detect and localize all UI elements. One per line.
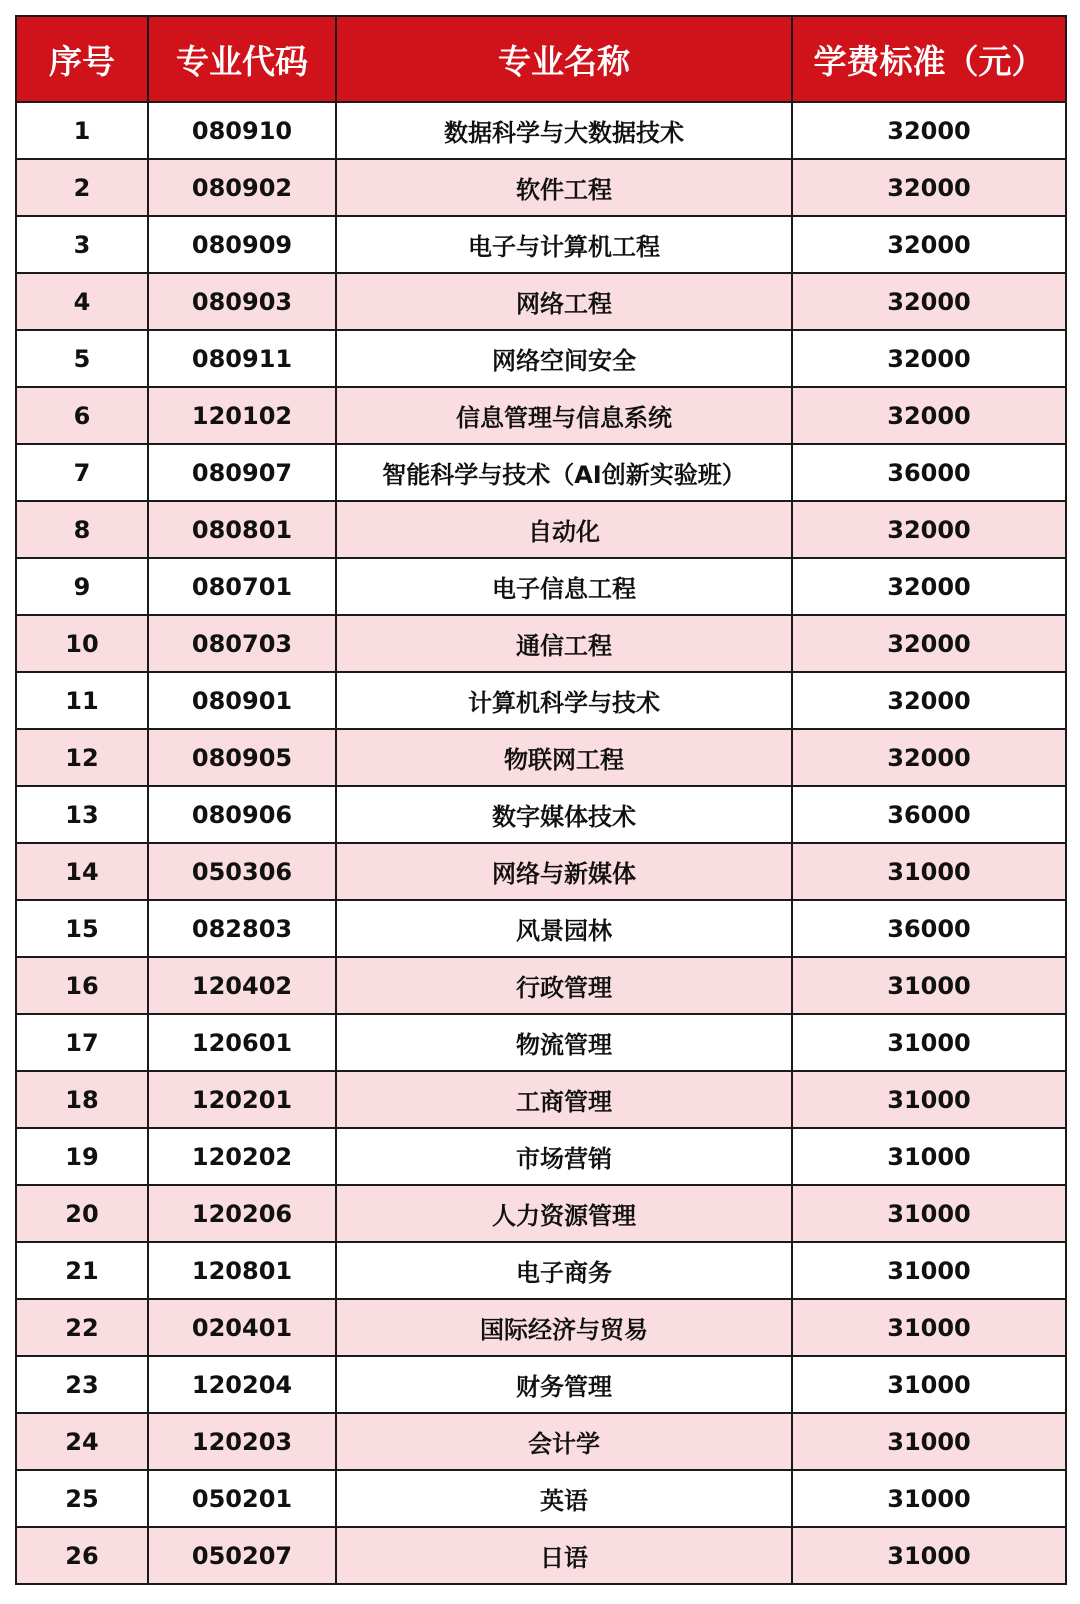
cell-tuition-fee: 31000 xyxy=(792,1185,1066,1242)
cell-major-code: 050201 xyxy=(148,1470,336,1527)
cell-tuition-fee: 32000 xyxy=(792,501,1066,558)
table-row xyxy=(16,900,1066,957)
cell-index: 12 xyxy=(16,729,148,786)
cell-index: 8 xyxy=(16,501,148,558)
cell-index: 11 xyxy=(16,672,148,729)
cell-major-code: 080801 xyxy=(148,501,336,558)
cell-major-name: 网络空间安全 xyxy=(336,330,792,387)
header-index: 序号 xyxy=(16,16,148,102)
cell-index: 23 xyxy=(16,1356,148,1413)
cell-major-code: 080909 xyxy=(148,216,336,273)
cell-tuition-fee: 31000 xyxy=(792,957,1066,1014)
cell-major-name: 数字媒体技术 xyxy=(336,786,792,843)
cell-index: 10 xyxy=(16,615,148,672)
table-row xyxy=(16,558,1066,615)
table-row xyxy=(16,672,1066,729)
table-row xyxy=(16,1128,1066,1185)
header-tuition-fee: 学费标准（元） xyxy=(792,16,1066,102)
table-row xyxy=(16,1014,1066,1071)
cell-tuition-fee: 31000 xyxy=(792,1470,1066,1527)
cell-index: 20 xyxy=(16,1185,148,1242)
cell-index: 25 xyxy=(16,1470,148,1527)
table-body xyxy=(16,102,1066,1584)
table-row xyxy=(16,1242,1066,1299)
header-major-code: 专业代码 xyxy=(148,16,336,102)
cell-tuition-fee: 31000 xyxy=(792,1413,1066,1470)
cell-tuition-fee: 32000 xyxy=(792,615,1066,672)
cell-major-name: 物联网工程 xyxy=(336,729,792,786)
table-row xyxy=(16,102,1066,159)
cell-major-name: 网络与新媒体 xyxy=(336,843,792,900)
cell-major-name: 计算机科学与技术 xyxy=(336,672,792,729)
table-row xyxy=(16,957,1066,1014)
tuition-fee-table xyxy=(15,15,1067,1585)
table-row xyxy=(16,729,1066,786)
cell-index: 26 xyxy=(16,1527,148,1584)
table-row xyxy=(16,1356,1066,1413)
cell-major-code: 080907 xyxy=(148,444,336,501)
table-row xyxy=(16,843,1066,900)
cell-major-code: 120201 xyxy=(148,1071,336,1128)
cell-major-code: 020401 xyxy=(148,1299,336,1356)
cell-major-name: 国际经济与贸易 xyxy=(336,1299,792,1356)
cell-tuition-fee: 32000 xyxy=(792,672,1066,729)
cell-major-name: 网络工程 xyxy=(336,273,792,330)
cell-major-name: 数据科学与大数据技术 xyxy=(336,102,792,159)
table-row xyxy=(16,159,1066,216)
cell-major-name: 行政管理 xyxy=(336,957,792,1014)
table-row xyxy=(16,216,1066,273)
cell-tuition-fee: 32000 xyxy=(792,159,1066,216)
cell-index: 5 xyxy=(16,330,148,387)
cell-tuition-fee: 36000 xyxy=(792,786,1066,843)
cell-index: 24 xyxy=(16,1413,148,1470)
cell-tuition-fee: 31000 xyxy=(792,1356,1066,1413)
cell-major-code: 120801 xyxy=(148,1242,336,1299)
cell-major-code: 082803 xyxy=(148,900,336,957)
cell-index: 2 xyxy=(16,159,148,216)
cell-tuition-fee: 32000 xyxy=(792,387,1066,444)
cell-major-code: 080906 xyxy=(148,786,336,843)
table-row xyxy=(16,273,1066,330)
cell-index: 18 xyxy=(16,1071,148,1128)
cell-tuition-fee: 32000 xyxy=(792,729,1066,786)
table-row xyxy=(16,1527,1066,1584)
table-row xyxy=(16,1413,1066,1470)
table-row xyxy=(16,387,1066,444)
cell-major-code: 120203 xyxy=(148,1413,336,1470)
cell-index: 22 xyxy=(16,1299,148,1356)
cell-major-name: 电子商务 xyxy=(336,1242,792,1299)
cell-major-code: 080903 xyxy=(148,273,336,330)
cell-major-code: 120601 xyxy=(148,1014,336,1071)
cell-major-code: 120202 xyxy=(148,1128,336,1185)
cell-index: 19 xyxy=(16,1128,148,1185)
cell-major-code: 120402 xyxy=(148,957,336,1014)
cell-major-code: 120204 xyxy=(148,1356,336,1413)
cell-tuition-fee: 36000 xyxy=(792,444,1066,501)
cell-tuition-fee: 31000 xyxy=(792,843,1066,900)
cell-index: 3 xyxy=(16,216,148,273)
cell-major-name: 自动化 xyxy=(336,501,792,558)
table-row xyxy=(16,615,1066,672)
cell-index: 13 xyxy=(16,786,148,843)
cell-major-name: 市场营销 xyxy=(336,1128,792,1185)
cell-index: 4 xyxy=(16,273,148,330)
cell-major-name: 英语 xyxy=(336,1470,792,1527)
cell-index: 6 xyxy=(16,387,148,444)
table-row xyxy=(16,330,1066,387)
cell-major-name: 电子信息工程 xyxy=(336,558,792,615)
cell-major-name: 电子与计算机工程 xyxy=(336,216,792,273)
table-row xyxy=(16,786,1066,843)
cell-major-code: 080910 xyxy=(148,102,336,159)
cell-major-code: 120206 xyxy=(148,1185,336,1242)
cell-tuition-fee: 32000 xyxy=(792,102,1066,159)
cell-major-name: 软件工程 xyxy=(336,159,792,216)
cell-major-name: 通信工程 xyxy=(336,615,792,672)
cell-index: 21 xyxy=(16,1242,148,1299)
cell-major-name: 信息管理与信息系统 xyxy=(336,387,792,444)
cell-major-code: 080701 xyxy=(148,558,336,615)
cell-major-code: 120102 xyxy=(148,387,336,444)
cell-index: 7 xyxy=(16,444,148,501)
cell-tuition-fee: 31000 xyxy=(792,1014,1066,1071)
cell-major-code: 080703 xyxy=(148,615,336,672)
cell-major-name: 物流管理 xyxy=(336,1014,792,1071)
cell-major-name: 会计学 xyxy=(336,1413,792,1470)
cell-index: 1 xyxy=(16,102,148,159)
table-row xyxy=(16,1299,1066,1356)
cell-tuition-fee: 31000 xyxy=(792,1242,1066,1299)
cell-major-name: 日语 xyxy=(336,1527,792,1584)
cell-tuition-fee: 32000 xyxy=(792,558,1066,615)
cell-major-code: 050207 xyxy=(148,1527,336,1584)
cell-major-code: 080905 xyxy=(148,729,336,786)
table-row xyxy=(16,1470,1066,1527)
cell-tuition-fee: 32000 xyxy=(792,216,1066,273)
table-row xyxy=(16,501,1066,558)
cell-tuition-fee: 31000 xyxy=(792,1071,1066,1128)
cell-index: 16 xyxy=(16,957,148,1014)
cell-major-name: 工商管理 xyxy=(336,1071,792,1128)
header-major-name: 专业名称 xyxy=(336,16,792,102)
cell-index: 14 xyxy=(16,843,148,900)
header-row xyxy=(16,16,1066,102)
cell-index: 15 xyxy=(16,900,148,957)
cell-major-code: 080902 xyxy=(148,159,336,216)
cell-major-name: 人力资源管理 xyxy=(336,1185,792,1242)
cell-tuition-fee: 31000 xyxy=(792,1527,1066,1584)
cell-major-name: 财务管理 xyxy=(336,1356,792,1413)
cell-index: 17 xyxy=(16,1014,148,1071)
table-row xyxy=(16,1071,1066,1128)
table-row xyxy=(16,1185,1066,1242)
cell-tuition-fee: 31000 xyxy=(792,1128,1066,1185)
cell-tuition-fee: 36000 xyxy=(792,900,1066,957)
cell-tuition-fee: 31000 xyxy=(792,1299,1066,1356)
cell-index: 9 xyxy=(16,558,148,615)
cell-major-name: 风景园林 xyxy=(336,900,792,957)
cell-tuition-fee: 32000 xyxy=(792,330,1066,387)
cell-major-code: 080911 xyxy=(148,330,336,387)
cell-major-name: 智能科学与技术（AI创新实验班） xyxy=(336,444,792,501)
table-row xyxy=(16,444,1066,501)
cell-major-code: 050306 xyxy=(148,843,336,900)
cell-tuition-fee: 32000 xyxy=(792,273,1066,330)
cell-major-code: 080901 xyxy=(148,672,336,729)
